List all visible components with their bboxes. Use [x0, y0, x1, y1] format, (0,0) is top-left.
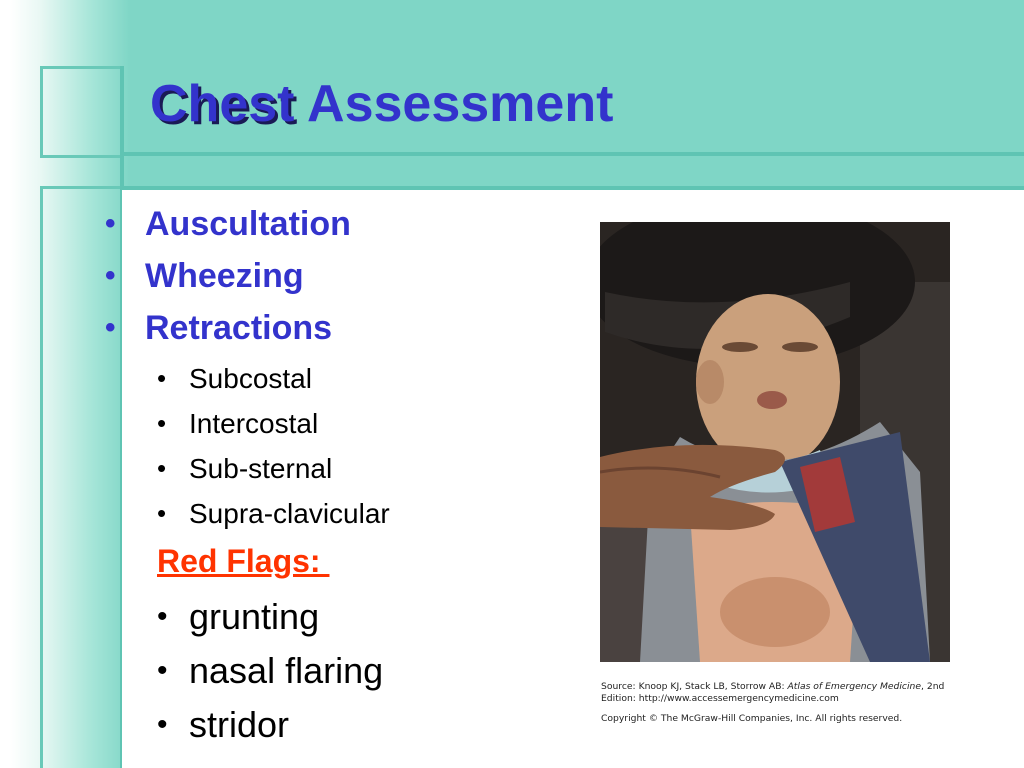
red-flag-grunting: [105, 590, 383, 644]
bullet-text: Retractions: [145, 309, 333, 347]
red-flag-text: nasal flaring: [189, 650, 384, 691]
title-rule: [122, 152, 1024, 156]
bullet-dot-icon: •: [157, 708, 168, 741]
title-word-chest: Chest: [150, 75, 295, 133]
bullet-retractions: [105, 304, 390, 356]
sub-bullet-text: Supra-clavicular: [189, 498, 390, 529]
bullet-wheezing: [105, 252, 390, 304]
title-word-assessment: Assessment: [307, 75, 614, 133]
bullet-dot-icon: •: [105, 259, 116, 292]
red-flag-text: grunting: [189, 596, 320, 637]
caption-source-suffix: , 2nd Edition: http://www.accessemergencymedicine.com: [601, 681, 945, 705]
bullet-dot-icon: •: [157, 600, 168, 633]
sub-bullet-text: Sub-sternal: [189, 453, 333, 484]
sub-bullet-intercostal: [105, 401, 390, 446]
red-flag-stridor: [105, 698, 383, 752]
figure-source-caption: [601, 681, 961, 706]
sub-bullet-text: Intercostal: [189, 408, 319, 439]
bullet-text: Wheezing: [145, 257, 304, 295]
bullet-list: [105, 200, 390, 536]
sub-bullet-text: Subcostal: [189, 363, 312, 394]
title-frame: [40, 66, 122, 158]
child-chest-retraction-photo: [600, 222, 956, 662]
bullet-dot-icon: •: [105, 311, 116, 344]
bullet-dot-icon: •: [157, 408, 167, 438]
sub-bullet-subcostal: [105, 356, 390, 401]
slide-title: [150, 74, 613, 134]
bullet-text: Auscultation: [145, 205, 351, 243]
red-flags-list: [105, 590, 383, 752]
red-flag-nasal-flaring: [105, 644, 383, 698]
caption-source-title: Atlas of Emergency Medicine: [787, 681, 922, 692]
clinical-photo: [600, 222, 956, 732]
bullet-dot-icon: •: [157, 363, 167, 393]
caption-source-prefix: Source: Knoop KJ, Stack LB, Storrow AB:: [601, 681, 788, 692]
red-flag-text: stridor: [189, 704, 290, 745]
red-flags-heading: Red Flags:: [157, 543, 330, 579]
bullet-dot-icon: •: [157, 453, 167, 483]
figure-copyright: Copyright © The McGraw-Hill Companies, Inc. All rights reserved.: [601, 713, 903, 724]
bullet-dot-icon: •: [157, 498, 167, 528]
bullet-dot-icon: •: [157, 654, 168, 687]
bullet-dot-icon: •: [105, 207, 116, 240]
sub-bullet-supra-clavicular: [105, 491, 390, 536]
sub-bullet-sub-sternal: [105, 446, 390, 491]
bullet-auscultation: [105, 200, 390, 252]
